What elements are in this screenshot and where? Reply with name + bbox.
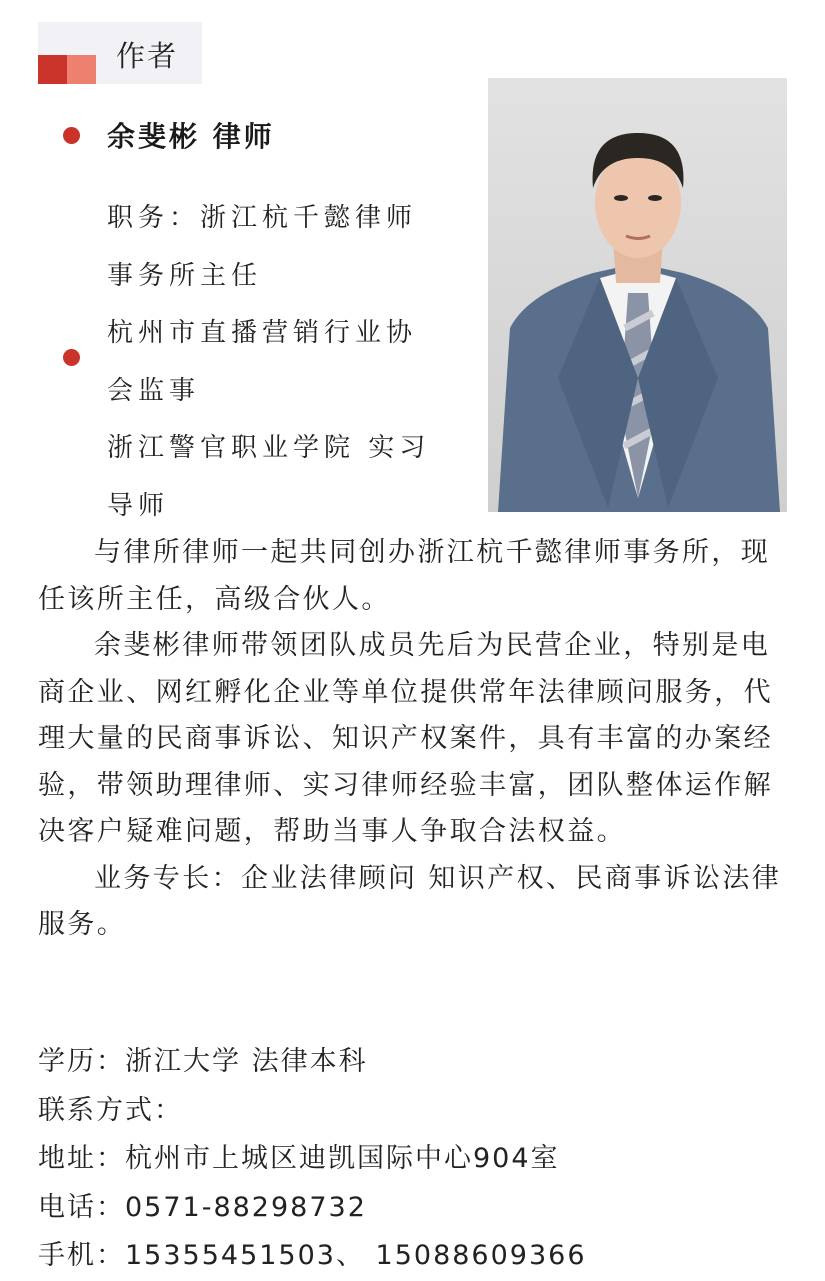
bio-paragraph: 与律所律师一起共同创办浙江杭千懿律师事务所，现任该所主任，高级合伙人。 (38, 537, 771, 615)
bio-text (38, 530, 790, 949)
role-line: 导师 (107, 490, 170, 521)
bio-paragraph: 余斐彬律师带领团队成员先后为民营企业，特别是电商企业、网红孵化企业等单位提供常年法律顾问服务，代理大量的民商事诉讼、知识产权案件，具有丰富的办案经验，带领助理律师、实习律师经验丰富，团队整体运作解决客户疑难问题，帮助当事人争取合法权益。 (38, 630, 773, 847)
address: 地址：杭州市上城区迪凯国际中心904室 (38, 1143, 560, 1174)
education: 学历：浙江大学 法律本科 (38, 1046, 368, 1077)
section-title: 作者 (116, 39, 179, 73)
section-header-decoration (38, 55, 96, 84)
lawyer-name: 余斐彬 律师 (107, 120, 275, 153)
role-line: 会监事 (107, 375, 201, 406)
role-line: 浙江警官职业学院 实习 (107, 433, 431, 463)
contact-label: 联系方式： (38, 1094, 183, 1126)
role-line: 职务：浙江杭千懿律师 (107, 203, 418, 233)
lawyer-portrait (488, 78, 787, 512)
roles-list (107, 190, 467, 535)
contact-info (38, 1038, 790, 1281)
decor-block-dark (38, 55, 67, 84)
decor-block-light (67, 55, 96, 84)
mobile: 手机：15355451503、 15088609366 (38, 1240, 587, 1271)
phone: 电话：0571-88298732 (38, 1191, 367, 1223)
role-line: 事务所主任 (107, 260, 263, 291)
role-line: 杭州市直播营销行业协 (107, 318, 418, 348)
bullet-icon (63, 349, 80, 366)
bullet-icon (63, 127, 80, 144)
bio-paragraph: 业务专长：企业法律顾问 知识产权、民商事诉讼法律服务。 (38, 862, 782, 940)
